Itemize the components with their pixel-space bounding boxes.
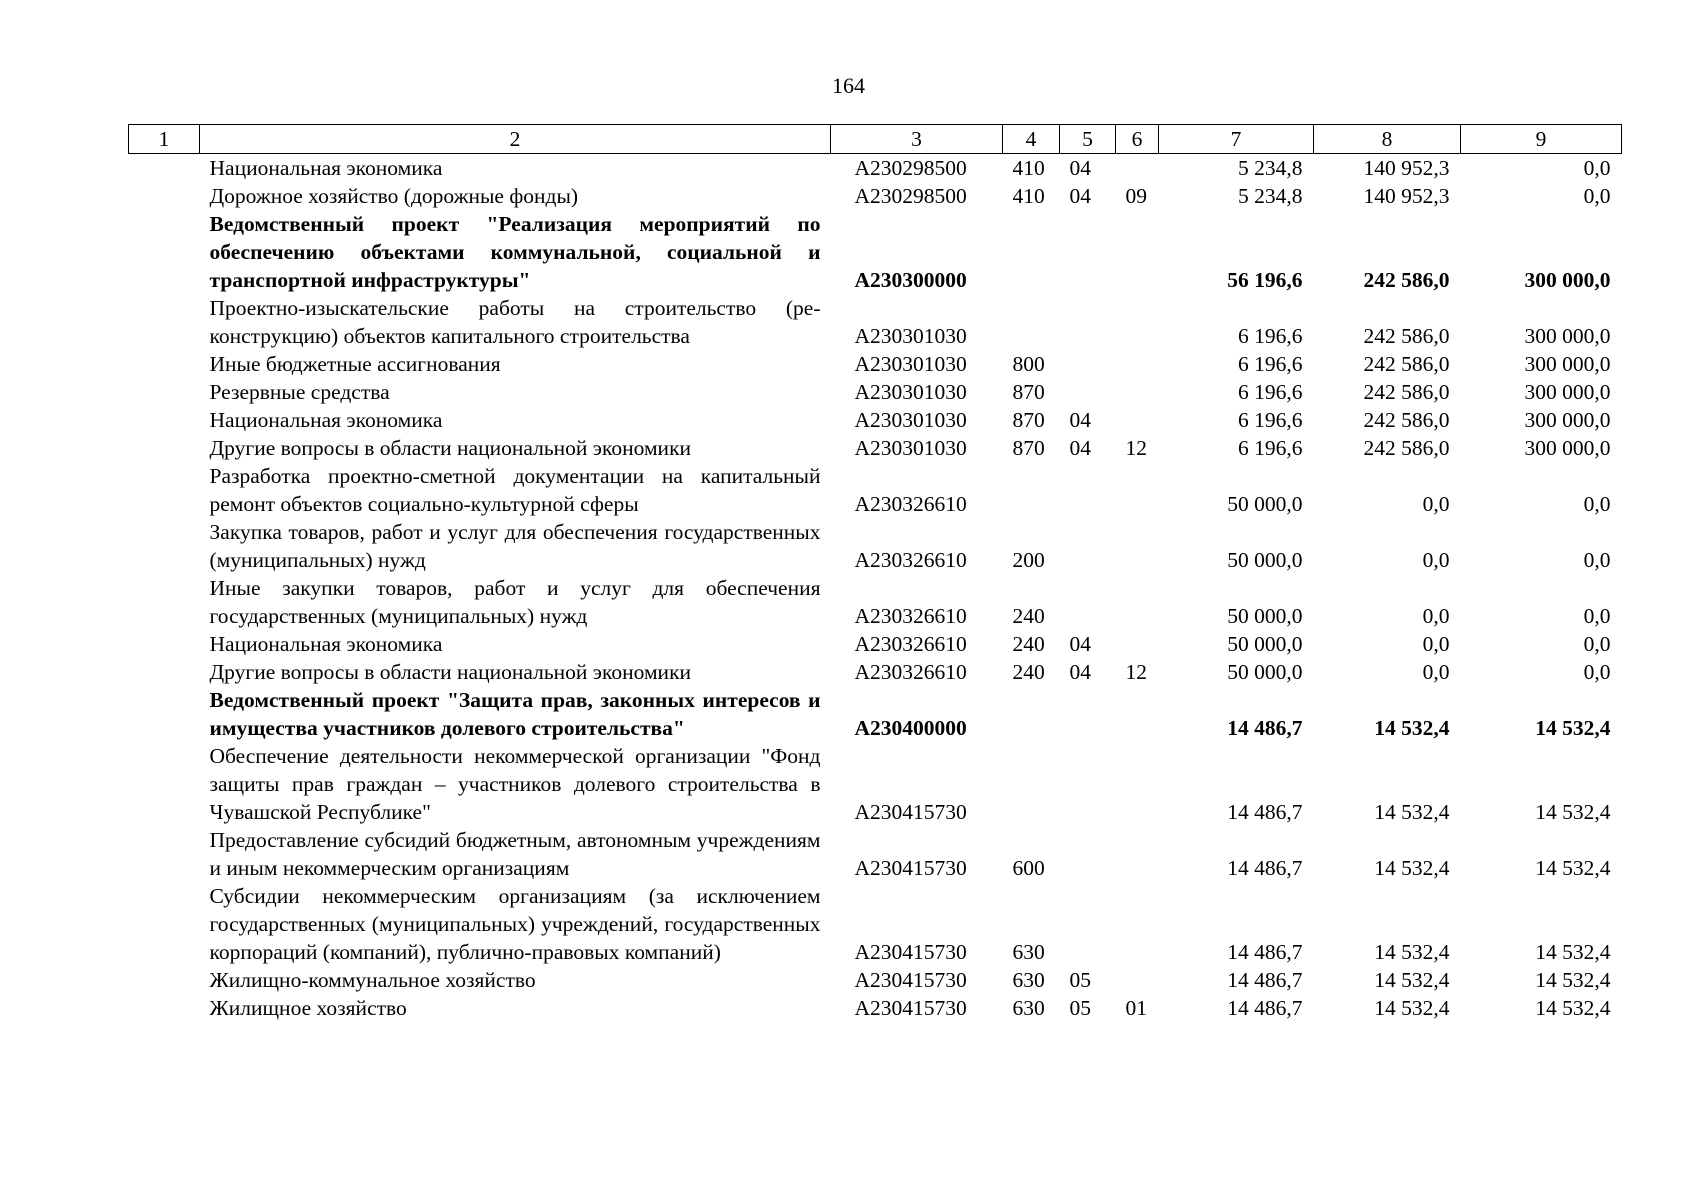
table-row xyxy=(129,182,1622,210)
row-name: Жилищное хозяйство xyxy=(209,996,407,1020)
row-rz: 04 xyxy=(1069,408,1091,432)
row-value-9: 0,0 xyxy=(1583,604,1611,628)
row-code: A230326610 xyxy=(854,604,967,628)
row-name: Обеспечение деятельности некоммерческой организации "Фонд защиты прав граждан – участников долевого строительства в Чувашской Республике" xyxy=(209,744,821,824)
column-header: 2 xyxy=(200,125,831,154)
row-value-8: 14 532,4 xyxy=(1374,716,1450,740)
row-name: Другие вопросы в области национальной экономики xyxy=(209,660,692,684)
row-pr xyxy=(1116,826,1159,882)
row-vr: 240 xyxy=(1012,660,1045,684)
row-name: Национальная экономика xyxy=(209,408,443,432)
row-value-9: 300 000,0 xyxy=(1524,380,1611,404)
table-row xyxy=(129,966,1622,994)
empty-cell xyxy=(129,658,200,686)
row-pr xyxy=(1116,406,1159,434)
row-code: A230326610 xyxy=(854,632,967,656)
row-vr: 630 xyxy=(1012,996,1045,1020)
row-value-7: 50 000,0 xyxy=(1227,660,1303,684)
row-rz: 05 xyxy=(1069,996,1091,1020)
row-value-7: 14 486,7 xyxy=(1227,856,1303,880)
row-value-9: 300 000,0 xyxy=(1524,408,1611,432)
row-rz xyxy=(1060,686,1116,742)
row-name: Ведомственный проект "Защита прав, законных интересов и имущества участников долевого строительства" xyxy=(209,688,821,740)
table-row xyxy=(129,994,1622,1022)
row-value-7: 6 196,6 xyxy=(1238,436,1303,460)
empty-cell xyxy=(129,574,200,630)
row-rz xyxy=(1060,882,1116,966)
row-rz xyxy=(1060,574,1116,630)
row-rz xyxy=(1060,518,1116,574)
table-row xyxy=(129,406,1622,434)
row-code: A230415730 xyxy=(854,800,967,824)
row-name: Ведомственный проект "Реализация мероприятий по обеспечению объектами коммунальной, социальной и транспортной инфраструктуры" xyxy=(209,212,821,292)
row-pr xyxy=(1116,378,1159,406)
row-rz xyxy=(1060,350,1116,378)
row-vr: 240 xyxy=(1012,632,1045,656)
row-name: Жилищно-коммунальное хозяйство xyxy=(209,968,536,992)
column-header: 8 xyxy=(1314,125,1461,154)
row-vr: 410 xyxy=(1012,156,1045,180)
empty-cell xyxy=(129,742,200,826)
row-pr xyxy=(1116,210,1159,294)
row-vr xyxy=(1003,742,1060,826)
table-row xyxy=(129,154,1622,183)
row-value-9: 300 000,0 xyxy=(1524,436,1611,460)
table-row xyxy=(129,294,1622,350)
column-header: 1 xyxy=(129,125,200,154)
row-vr: 870 xyxy=(1012,380,1045,404)
row-vr: 800 xyxy=(1012,352,1045,376)
empty-cell xyxy=(129,630,200,658)
row-value-9: 14 532,4 xyxy=(1535,968,1611,992)
row-vr: 240 xyxy=(1012,604,1045,628)
row-pr xyxy=(1116,966,1159,994)
column-header: 5 xyxy=(1060,125,1116,154)
row-value-8: 242 586,0 xyxy=(1363,352,1450,376)
row-rz: 05 xyxy=(1069,968,1091,992)
row-code: A230301030 xyxy=(854,436,967,460)
row-value-8: 242 586,0 xyxy=(1363,436,1450,460)
row-vr: 600 xyxy=(1012,856,1045,880)
row-value-7: 6 196,6 xyxy=(1238,324,1303,348)
row-pr: 01 xyxy=(1125,996,1147,1020)
row-code: A230301030 xyxy=(854,380,967,404)
row-vr: 870 xyxy=(1012,436,1045,460)
row-code: A230301030 xyxy=(854,352,967,376)
row-rz: 04 xyxy=(1069,660,1091,684)
row-value-7: 5 234,8 xyxy=(1238,184,1303,208)
row-value-8: 242 586,0 xyxy=(1363,408,1450,432)
row-name: Резервные средства xyxy=(209,380,390,404)
row-value-9: 14 532,4 xyxy=(1535,716,1611,740)
row-rz xyxy=(1060,210,1116,294)
row-code: A230326610 xyxy=(854,660,967,684)
row-vr xyxy=(1003,294,1060,350)
row-value-9: 14 532,4 xyxy=(1535,940,1611,964)
table-row xyxy=(129,882,1622,966)
row-value-8: 14 532,4 xyxy=(1374,996,1450,1020)
empty-cell xyxy=(129,154,200,183)
row-rz: 04 xyxy=(1069,632,1091,656)
row-code: A230415730 xyxy=(854,856,967,880)
row-value-8: 242 586,0 xyxy=(1363,324,1450,348)
row-value-9: 14 532,4 xyxy=(1535,856,1611,880)
row-value-7: 56 196,6 xyxy=(1227,268,1303,292)
row-rz: 04 xyxy=(1069,184,1091,208)
row-name: Разработка проектно-сметной документации на капитальный ремонт объектов социально-культурной сферы xyxy=(209,464,821,516)
row-value-9: 0,0 xyxy=(1583,548,1611,572)
table-row xyxy=(129,350,1622,378)
row-rz xyxy=(1060,378,1116,406)
table-header xyxy=(129,125,1622,154)
table-row xyxy=(129,378,1622,406)
empty-cell xyxy=(129,406,200,434)
row-value-9: 14 532,4 xyxy=(1535,800,1611,824)
row-name: Национальная экономика xyxy=(209,156,443,180)
row-value-8: 242 586,0 xyxy=(1363,380,1450,404)
row-value-7: 14 486,7 xyxy=(1227,940,1303,964)
row-code: A230300000 xyxy=(854,268,967,292)
empty-cell xyxy=(129,350,200,378)
row-pr xyxy=(1116,294,1159,350)
row-value-8: 0,0 xyxy=(1422,660,1450,684)
row-name: Иные бюджетные ассигнования xyxy=(209,352,501,376)
row-pr xyxy=(1116,574,1159,630)
row-pr xyxy=(1116,686,1159,742)
row-vr xyxy=(1003,686,1060,742)
row-value-7: 14 486,7 xyxy=(1227,996,1303,1020)
row-vr: 630 xyxy=(1012,940,1045,964)
row-code: A230400000 xyxy=(854,716,967,740)
row-value-7: 50 000,0 xyxy=(1227,604,1303,628)
row-value-7: 5 234,8 xyxy=(1238,156,1303,180)
row-pr: 12 xyxy=(1125,436,1147,460)
row-pr xyxy=(1116,630,1159,658)
row-name: Иные закупки товаров, работ и услуг для обеспечения государственных (муниципальных) нужд xyxy=(209,576,821,628)
row-rz: 04 xyxy=(1069,156,1091,180)
row-value-8: 14 532,4 xyxy=(1374,968,1450,992)
empty-cell xyxy=(129,518,200,574)
row-vr: 200 xyxy=(1012,548,1045,572)
row-value-8: 14 532,4 xyxy=(1374,856,1450,880)
row-pr xyxy=(1116,350,1159,378)
budget-table xyxy=(128,124,1622,1022)
header-row xyxy=(129,125,1622,154)
table-row xyxy=(129,630,1622,658)
row-value-8: 14 532,4 xyxy=(1374,940,1450,964)
table-row xyxy=(129,686,1622,742)
row-name: Дорожное хозяйство (дорожные фонды) xyxy=(209,184,579,208)
row-pr xyxy=(1116,154,1159,183)
row-code: A230301030 xyxy=(854,324,967,348)
row-rz xyxy=(1060,826,1116,882)
row-value-8: 0,0 xyxy=(1422,548,1450,572)
row-value-7: 14 486,7 xyxy=(1227,968,1303,992)
row-name: Национальная экономика xyxy=(209,632,443,656)
column-header: 6 xyxy=(1116,125,1159,154)
row-name: Закупка товаров, работ и услуг для обеспечения государственных (муниципальных) нужд xyxy=(209,520,821,572)
empty-cell xyxy=(129,462,200,518)
row-code: A230298500 xyxy=(854,156,967,180)
empty-cell xyxy=(129,686,200,742)
row-rz xyxy=(1060,462,1116,518)
row-code: A230298500 xyxy=(854,184,967,208)
row-pr xyxy=(1116,742,1159,826)
row-value-8: 242 586,0 xyxy=(1363,268,1450,292)
row-rz xyxy=(1060,742,1116,826)
row-value-7: 50 000,0 xyxy=(1227,548,1303,572)
row-value-8: 140 952,3 xyxy=(1363,184,1450,208)
column-header: 3 xyxy=(831,125,1003,154)
empty-cell xyxy=(129,882,200,966)
row-rz: 04 xyxy=(1069,436,1091,460)
empty-cell xyxy=(129,966,200,994)
row-name: Субсидии некоммерческим организациям (за исключением государственных (муниципальных) учреждений, государственных корпораций (компаний), публично-правовых компаний) xyxy=(209,884,821,964)
table-row xyxy=(129,434,1622,462)
row-value-7: 50 000,0 xyxy=(1227,492,1303,516)
empty-cell xyxy=(129,210,200,294)
row-vr xyxy=(1003,462,1060,518)
empty-cell xyxy=(129,994,200,1022)
row-value-7: 50 000,0 xyxy=(1227,632,1303,656)
table-row xyxy=(129,574,1622,630)
empty-cell xyxy=(129,294,200,350)
row-rz xyxy=(1060,294,1116,350)
table-row xyxy=(129,826,1622,882)
table-row xyxy=(129,658,1622,686)
row-pr xyxy=(1116,882,1159,966)
empty-cell xyxy=(129,826,200,882)
row-value-8: 140 952,3 xyxy=(1363,156,1450,180)
row-code: A230326610 xyxy=(854,492,967,516)
column-header: 9 xyxy=(1461,125,1622,154)
row-value-9: 300 000,0 xyxy=(1524,352,1611,376)
row-name: Другие вопросы в области национальной экономики xyxy=(209,436,692,460)
row-value-7: 6 196,6 xyxy=(1238,352,1303,376)
table-row xyxy=(129,518,1622,574)
row-value-7: 6 196,6 xyxy=(1238,408,1303,432)
row-value-7: 14 486,7 xyxy=(1227,800,1303,824)
row-vr xyxy=(1003,210,1060,294)
row-pr xyxy=(1116,518,1159,574)
row-value-9: 0,0 xyxy=(1583,184,1611,208)
row-value-9: 300 000,0 xyxy=(1524,324,1611,348)
empty-cell xyxy=(129,378,200,406)
page-number: 164 xyxy=(832,73,865,98)
row-value-9: 0,0 xyxy=(1583,156,1611,180)
table-row xyxy=(129,742,1622,826)
column-header: 4 xyxy=(1003,125,1060,154)
row-pr xyxy=(1116,462,1159,518)
row-code: A230301030 xyxy=(854,408,967,432)
empty-cell xyxy=(129,182,200,210)
row-name: Проектно-изыскательские работы на строительство (реконструкцию) объектов капитального строительства xyxy=(209,296,821,348)
row-value-9: 0,0 xyxy=(1583,660,1611,684)
row-pr: 09 xyxy=(1125,184,1147,208)
row-value-9: 300 000,0 xyxy=(1524,268,1611,292)
table-row xyxy=(129,462,1622,518)
row-name: Предоставление субсидий бюджетным, автономным учреждениям и иным некоммерческим организациям xyxy=(209,828,821,880)
row-code: A230326610 xyxy=(854,548,967,572)
row-code: A230415730 xyxy=(854,968,967,992)
row-value-9: 0,0 xyxy=(1583,492,1611,516)
row-vr: 630 xyxy=(1012,968,1045,992)
row-value-8: 0,0 xyxy=(1422,492,1450,516)
row-value-8: 14 532,4 xyxy=(1374,800,1450,824)
row-code: A230415730 xyxy=(854,996,967,1020)
row-value-9: 14 532,4 xyxy=(1535,996,1611,1020)
row-value-7: 14 486,7 xyxy=(1227,716,1303,740)
table-row xyxy=(129,210,1622,294)
row-vr: 410 xyxy=(1012,184,1045,208)
row-value-7: 6 196,6 xyxy=(1238,380,1303,404)
row-value-9: 0,0 xyxy=(1583,632,1611,656)
row-value-8: 0,0 xyxy=(1422,604,1450,628)
empty-cell xyxy=(129,434,200,462)
table-body xyxy=(129,154,1622,1023)
row-value-8: 0,0 xyxy=(1422,632,1450,656)
row-code: A230415730 xyxy=(854,940,967,964)
column-header: 7 xyxy=(1159,125,1314,154)
row-vr: 870 xyxy=(1012,408,1045,432)
row-pr: 12 xyxy=(1125,660,1147,684)
